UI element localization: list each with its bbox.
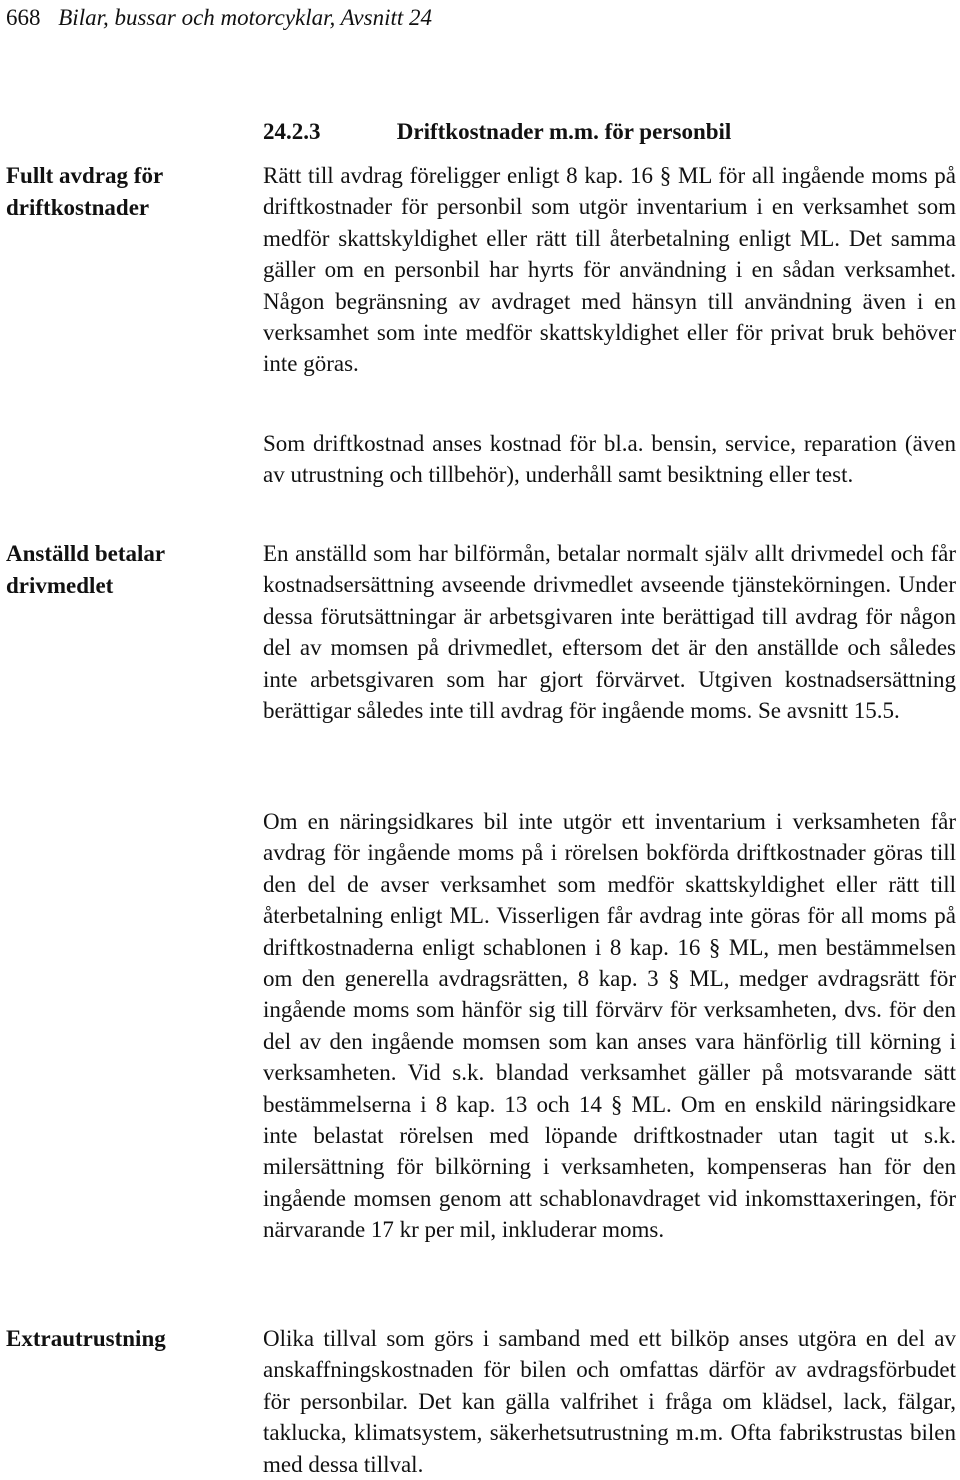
page-number: 668 [6,5,41,30]
margin-note-extra-equipment: Extrautrustning [6,1326,166,1351]
margin-note-full-deduction: Fullt avdrag för driftkostnader [6,163,163,220]
paragraph-extra-equipment: Olika tillval som görs i samband med ett bilköp anses utgöra en del av anskaffningskostnaden för bilen och omfattas därför av avdragsförbudet för personbilar. Det kan gälla valfrihet i fråga om klädsel, lack, fälgar, taklucka, klimatsystem, säkerhetsutrustning m.m. Ofta fabrikstrustas bilen med dessa tillval. [263,1326,956,1477]
section-number: 24.2.3 [263,119,321,144]
section-heading [263,116,731,148]
paragraph-employee-fuel: En anställd som har bilförmån, betalar normalt själv allt drivmedel och får kostnadsersättning avseende drivmedlet avseende tjänstekörningen. Under dessa förutsättningar är arbetsgivaren inte berättigad till avdrag för någon del av momsen på drivmedlet, eftersom det är den anställde och således inte arbetsgivaren som har gjort förvärvet. Utgiven kostnadsersättning berättigar således inte till avdrag för ingående moms. Se avsnitt 15.5. [263,541,956,724]
section-title: Driftkostnader m.m. för personbil [396,119,732,144]
paragraph-business-car: Om en näringsidkares bil inte utgör ett inventarium i verksamheten får avdrag för ingående moms på i rörelsen bokförda driftkostnader göras till den del de avser verksamhet som medför skattskyldighet eller rätt till återbetalning enligt ML. Visserligen får avdrag inte göras för all moms på driftkostnaderna enligt schablonen i 8 kap. 16 § ML, men bestämmelsen om den generella avdragsrätten, 8 kap. 3 § ML, medger avdragsrätt för ingående moms som hänför sig till förvärv för verksamheten, dvs. för den del av den ingående momsen som kan anses vara hänförlig till körning i verksamheten. Vid s.k. blandad verksamhet gäller på motsvarande sätt bestämmelserna i 8 kap. 13 och 14 § ML. Om en enskild näringsidkare inte belastat rörelsen med löpande driftkostnader utan tagit ut s.k. milersättning för bilkörning i verksamheten, kompenseras han för den ingående momsen genom att schablonavdraget vid inkomsttaxeringen, för närvarande 17 kr per mil, inkluderar moms. [263,809,956,1243]
margin-note-employee-fuel: Anställd betalar drivmedlet [6,541,165,598]
paragraph-deduction-right: Rätt till avdrag föreligger enligt 8 kap. 16 § ML för all ingående moms på driftkostnader för personbil som utgör inventarium i en verksamhet som medför skattskyldighet eller rätt till återbetalning enligt ML. Det samma gäller om en personbil har hyrts för användning i en sådan verksamhet. Någon begränsning av avdraget med hänsyn till användning även i en verksamhet som inte medför skattskyldighet eller för privat bruk behöver inte göras. [263,163,956,377]
chapter-title: Bilar, bussar och motorcyklar, Avsnitt 24 [58,5,432,30]
page-header [6,2,432,34]
paragraph-operating-cost: Som driftkostnad anses kostnad för bl.a. bensin, service, reparation (även av utrustning och tillbehör), underhåll samt besiktning eller test. [263,431,956,488]
